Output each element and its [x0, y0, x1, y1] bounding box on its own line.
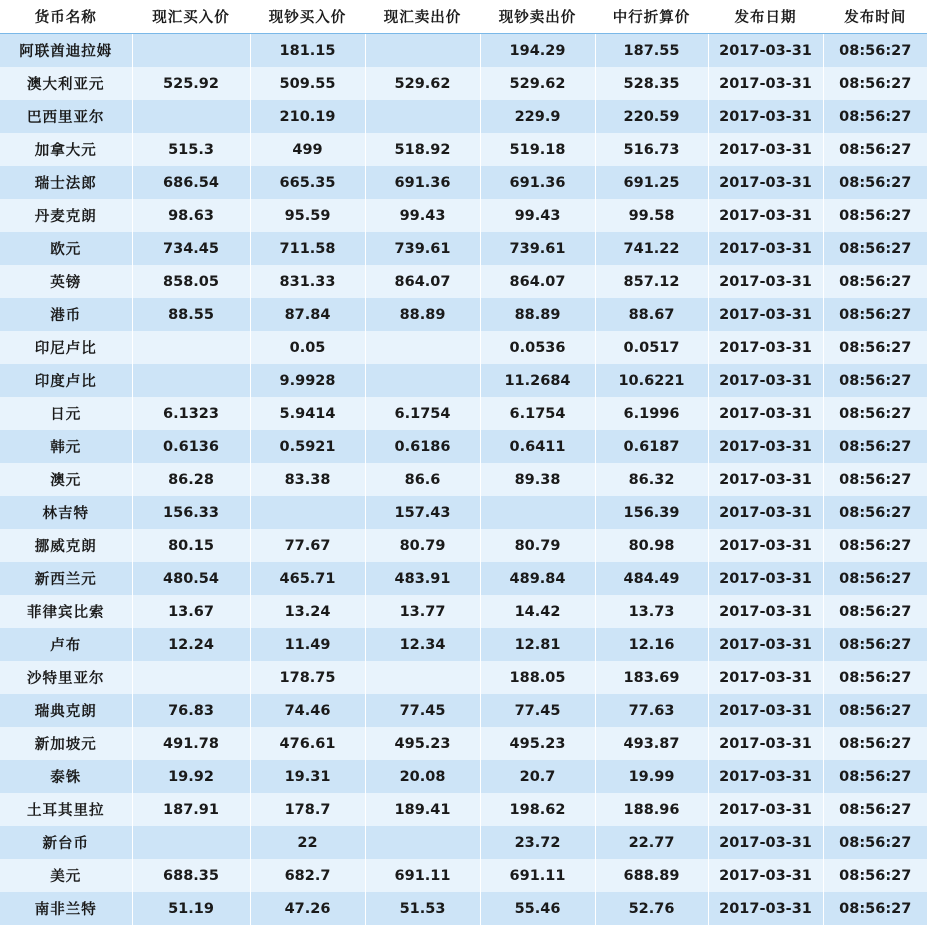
rate-cell: 483.91 [365, 562, 480, 595]
rate-cell [250, 496, 365, 529]
rate-cell: 2017-03-31 [708, 364, 823, 397]
rate-cell: 51.19 [132, 892, 250, 925]
rate-cell: 711.58 [250, 232, 365, 265]
rate-cell: 10.6221 [595, 364, 708, 397]
rate-cell: 08:56:27 [823, 133, 927, 166]
rate-cell: 2017-03-31 [708, 430, 823, 463]
rate-cell: 688.35 [132, 859, 250, 892]
rate-cell: 491.78 [132, 727, 250, 760]
rate-cell: 183.69 [595, 661, 708, 694]
rate-cell: 2017-03-31 [708, 859, 823, 892]
rate-cell: 12.16 [595, 628, 708, 661]
rate-cell: 22.77 [595, 826, 708, 859]
column-header-cash-sell: 现钞卖出价 [480, 0, 595, 34]
currency-name-cell: 阿联酋迪拉姆 [0, 34, 132, 68]
rate-cell: 529.62 [480, 67, 595, 100]
currency-name-cell: 菲律宾比索 [0, 595, 132, 628]
rate-cell [365, 331, 480, 364]
table-body [0, 34, 927, 925]
rate-cell: 2017-03-31 [708, 34, 823, 68]
rate-cell: 688.89 [595, 859, 708, 892]
rate-cell: 88.89 [365, 298, 480, 331]
rate-cell: 2017-03-31 [708, 694, 823, 727]
currency-name-cell: 印度卢比 [0, 364, 132, 397]
rate-cell: 80.79 [480, 529, 595, 562]
table-row [0, 463, 927, 496]
rate-cell: 2017-03-31 [708, 826, 823, 859]
rate-cell: 19.31 [250, 760, 365, 793]
rate-cell: 0.6186 [365, 430, 480, 463]
table-row [0, 364, 927, 397]
rate-cell: 11.2684 [480, 364, 595, 397]
table-row [0, 595, 927, 628]
rate-cell: 08:56:27 [823, 661, 927, 694]
rate-cell: 178.75 [250, 661, 365, 694]
rate-cell: 08:56:27 [823, 892, 927, 925]
rate-cell: 178.7 [250, 793, 365, 826]
rate-cell: 74.46 [250, 694, 365, 727]
rate-cell: 734.45 [132, 232, 250, 265]
currency-name-cell: 英镑 [0, 265, 132, 298]
rate-cell: 13.77 [365, 595, 480, 628]
currency-name-cell: 新台币 [0, 826, 132, 859]
currency-name-cell: 新西兰元 [0, 562, 132, 595]
rate-cell: 08:56:27 [823, 364, 927, 397]
rate-cell: 89.38 [480, 463, 595, 496]
rate-cell: 529.62 [365, 67, 480, 100]
rate-cell: 495.23 [365, 727, 480, 760]
rate-cell: 6.1323 [132, 397, 250, 430]
column-header-spot-buy: 现汇买入价 [132, 0, 250, 34]
rate-cell: 181.15 [250, 34, 365, 68]
rate-cell: 99.43 [365, 199, 480, 232]
rate-cell: 08:56:27 [823, 166, 927, 199]
rate-cell: 08:56:27 [823, 463, 927, 496]
currency-name-cell: 瑞典克朗 [0, 694, 132, 727]
rate-cell: 13.24 [250, 595, 365, 628]
rate-cell: 88.55 [132, 298, 250, 331]
rate-cell: 2017-03-31 [708, 628, 823, 661]
rate-cell: 0.0517 [595, 331, 708, 364]
currency-name-cell: 加拿大元 [0, 133, 132, 166]
rate-cell: 857.12 [595, 265, 708, 298]
rate-cell: 08:56:27 [823, 67, 927, 100]
rate-cell: 08:56:27 [823, 34, 927, 68]
table-row [0, 628, 927, 661]
rate-cell: 08:56:27 [823, 859, 927, 892]
table-row [0, 265, 927, 298]
table-row [0, 199, 927, 232]
rate-cell: 495.23 [480, 727, 595, 760]
rate-cell: 23.72 [480, 826, 595, 859]
currency-name-cell: 澳大利亚元 [0, 67, 132, 100]
rate-cell: 14.42 [480, 595, 595, 628]
rate-cell: 87.84 [250, 298, 365, 331]
rate-cell: 489.84 [480, 562, 595, 595]
rate-cell: 2017-03-31 [708, 100, 823, 133]
column-header-boc-rate: 中行折算价 [595, 0, 708, 34]
rate-cell: 08:56:27 [823, 529, 927, 562]
rate-cell: 12.24 [132, 628, 250, 661]
column-header-publish-date: 发布日期 [708, 0, 823, 34]
rate-cell: 739.61 [365, 232, 480, 265]
currency-name-cell: 日元 [0, 397, 132, 430]
rate-cell: 484.49 [595, 562, 708, 595]
rate-cell: 831.33 [250, 265, 365, 298]
rate-cell: 187.91 [132, 793, 250, 826]
header-row [0, 0, 927, 34]
currency-name-cell: 南非兰特 [0, 892, 132, 925]
table-row [0, 826, 927, 859]
rate-cell: 80.15 [132, 529, 250, 562]
rate-cell: 12.81 [480, 628, 595, 661]
rate-cell: 864.07 [480, 265, 595, 298]
rate-cell: 198.62 [480, 793, 595, 826]
rate-cell: 47.26 [250, 892, 365, 925]
rate-cell: 189.41 [365, 793, 480, 826]
rate-cell: 2017-03-31 [708, 232, 823, 265]
rate-cell: 691.25 [595, 166, 708, 199]
rate-cell: 86.6 [365, 463, 480, 496]
rate-cell: 2017-03-31 [708, 133, 823, 166]
rate-cell: 188.05 [480, 661, 595, 694]
rate-cell: 08:56:27 [823, 199, 927, 232]
currency-name-cell: 美元 [0, 859, 132, 892]
rate-cell: 98.63 [132, 199, 250, 232]
rate-cell: 08:56:27 [823, 232, 927, 265]
rate-cell: 220.59 [595, 100, 708, 133]
rate-cell: 12.34 [365, 628, 480, 661]
currency-name-cell: 澳元 [0, 463, 132, 496]
rate-cell [132, 331, 250, 364]
rate-cell: 51.53 [365, 892, 480, 925]
rate-cell: 2017-03-31 [708, 595, 823, 628]
rate-cell: 77.67 [250, 529, 365, 562]
rate-cell: 0.5921 [250, 430, 365, 463]
rate-cell: 2017-03-31 [708, 265, 823, 298]
rate-cell: 2017-03-31 [708, 760, 823, 793]
table-row [0, 496, 927, 529]
table-row [0, 331, 927, 364]
table-row [0, 661, 927, 694]
currency-name-cell: 欧元 [0, 232, 132, 265]
rate-cell: 864.07 [365, 265, 480, 298]
table-row [0, 694, 927, 727]
rate-cell: 55.46 [480, 892, 595, 925]
rate-cell: 6.1754 [365, 397, 480, 430]
rate-cell: 13.67 [132, 595, 250, 628]
rate-cell: 858.05 [132, 265, 250, 298]
rate-cell: 499 [250, 133, 365, 166]
rate-cell: 08:56:27 [823, 496, 927, 529]
rate-cell: 156.39 [595, 496, 708, 529]
rate-cell [365, 34, 480, 68]
rate-cell: 0.6136 [132, 430, 250, 463]
rate-cell: 52.76 [595, 892, 708, 925]
rate-cell: 08:56:27 [823, 562, 927, 595]
rate-cell: 95.59 [250, 199, 365, 232]
table-row [0, 34, 927, 68]
rate-cell [480, 496, 595, 529]
rate-cell: 13.73 [595, 595, 708, 628]
rate-cell: 0.05 [250, 331, 365, 364]
column-header-spot-sell: 现汇卖出价 [365, 0, 480, 34]
rate-cell [132, 34, 250, 68]
rate-cell: 525.92 [132, 67, 250, 100]
column-header-cash-buy: 现钞买入价 [250, 0, 365, 34]
currency-name-cell: 新加坡元 [0, 727, 132, 760]
rate-cell [132, 100, 250, 133]
currency-name-cell: 土耳其里拉 [0, 793, 132, 826]
rate-cell: 08:56:27 [823, 694, 927, 727]
table-row [0, 430, 927, 463]
rate-cell: 08:56:27 [823, 628, 927, 661]
rate-cell [365, 364, 480, 397]
table-row [0, 232, 927, 265]
rate-cell: 2017-03-31 [708, 397, 823, 430]
rate-cell: 20.7 [480, 760, 595, 793]
rate-cell: 5.9414 [250, 397, 365, 430]
rate-cell: 519.18 [480, 133, 595, 166]
currency-name-cell: 卢布 [0, 628, 132, 661]
rate-cell: 83.38 [250, 463, 365, 496]
rate-cell: 691.36 [480, 166, 595, 199]
rate-cell: 194.29 [480, 34, 595, 68]
rate-cell: 493.87 [595, 727, 708, 760]
rate-cell [132, 826, 250, 859]
rate-cell: 682.7 [250, 859, 365, 892]
currency-name-cell: 印尼卢比 [0, 331, 132, 364]
column-header-currency-name: 货币名称 [0, 0, 132, 34]
rate-cell: 9.9928 [250, 364, 365, 397]
rate-cell: 08:56:27 [823, 760, 927, 793]
table-row [0, 100, 927, 133]
rate-cell: 19.92 [132, 760, 250, 793]
table-row [0, 298, 927, 331]
rate-cell: 77.45 [480, 694, 595, 727]
rate-cell: 2017-03-31 [708, 562, 823, 595]
rate-cell: 739.61 [480, 232, 595, 265]
rate-cell: 2017-03-31 [708, 793, 823, 826]
currency-name-cell: 瑞士法郎 [0, 166, 132, 199]
rate-cell: 86.32 [595, 463, 708, 496]
rate-cell: 518.92 [365, 133, 480, 166]
rate-cell: 99.43 [480, 199, 595, 232]
rate-cell: 515.3 [132, 133, 250, 166]
rate-cell: 20.08 [365, 760, 480, 793]
rate-cell: 2017-03-31 [708, 529, 823, 562]
rate-cell: 156.33 [132, 496, 250, 529]
table-row [0, 892, 927, 925]
rate-cell: 2017-03-31 [708, 331, 823, 364]
table-row [0, 760, 927, 793]
rate-cell: 2017-03-31 [708, 199, 823, 232]
currency-name-cell: 林吉特 [0, 496, 132, 529]
rate-cell: 11.49 [250, 628, 365, 661]
rate-cell: 229.9 [480, 100, 595, 133]
rate-cell: 2017-03-31 [708, 298, 823, 331]
currency-name-cell: 巴西里亚尔 [0, 100, 132, 133]
rate-cell: 2017-03-31 [708, 463, 823, 496]
rate-cell: 08:56:27 [823, 397, 927, 430]
rate-cell: 528.35 [595, 67, 708, 100]
rate-cell [365, 100, 480, 133]
table-row [0, 67, 927, 100]
rate-cell: 665.35 [250, 166, 365, 199]
rate-cell: 08:56:27 [823, 100, 927, 133]
table-header [0, 0, 927, 34]
rate-cell: 741.22 [595, 232, 708, 265]
rate-cell [365, 661, 480, 694]
table-row [0, 397, 927, 430]
currency-name-cell: 丹麦克朗 [0, 199, 132, 232]
rate-cell: 88.89 [480, 298, 595, 331]
rate-cell: 0.0536 [480, 331, 595, 364]
table-row [0, 166, 927, 199]
rate-cell: 0.6187 [595, 430, 708, 463]
column-header-publish-time: 发布时间 [823, 0, 927, 34]
rate-cell: 2017-03-31 [708, 892, 823, 925]
rate-cell: 08:56:27 [823, 430, 927, 463]
table-row [0, 793, 927, 826]
currency-name-cell: 韩元 [0, 430, 132, 463]
rate-cell: 691.11 [480, 859, 595, 892]
rate-cell: 2017-03-31 [708, 727, 823, 760]
rate-cell [365, 826, 480, 859]
rate-cell: 77.63 [595, 694, 708, 727]
rate-cell: 210.19 [250, 100, 365, 133]
rate-cell: 08:56:27 [823, 265, 927, 298]
rate-cell: 6.1996 [595, 397, 708, 430]
currency-name-cell: 泰铢 [0, 760, 132, 793]
table-row [0, 529, 927, 562]
rate-cell: 08:56:27 [823, 298, 927, 331]
rate-cell: 2017-03-31 [708, 67, 823, 100]
rate-cell: 77.45 [365, 694, 480, 727]
currency-name-cell: 沙特里亚尔 [0, 661, 132, 694]
rate-cell: 691.11 [365, 859, 480, 892]
rate-cell: 476.61 [250, 727, 365, 760]
table-row [0, 859, 927, 892]
rate-cell: 76.83 [132, 694, 250, 727]
rate-cell: 99.58 [595, 199, 708, 232]
rate-cell: 2017-03-31 [708, 661, 823, 694]
rate-cell: 80.79 [365, 529, 480, 562]
rate-cell: 08:56:27 [823, 595, 927, 628]
rate-cell [132, 661, 250, 694]
rate-cell: 86.28 [132, 463, 250, 496]
rate-cell: 516.73 [595, 133, 708, 166]
rate-cell: 187.55 [595, 34, 708, 68]
table-row [0, 133, 927, 166]
rate-cell: 88.67 [595, 298, 708, 331]
rate-cell: 509.55 [250, 67, 365, 100]
rate-cell: 19.99 [595, 760, 708, 793]
rate-cell: 691.36 [365, 166, 480, 199]
rate-cell: 08:56:27 [823, 727, 927, 760]
currency-name-cell: 港币 [0, 298, 132, 331]
rate-cell: 2017-03-31 [708, 166, 823, 199]
currency-name-cell: 挪威克朗 [0, 529, 132, 562]
rate-cell: 465.71 [250, 562, 365, 595]
rate-cell: 6.1754 [480, 397, 595, 430]
rate-cell: 08:56:27 [823, 793, 927, 826]
rate-cell: 480.54 [132, 562, 250, 595]
table-row [0, 727, 927, 760]
table-row [0, 562, 927, 595]
rate-cell: 08:56:27 [823, 826, 927, 859]
rate-cell [132, 364, 250, 397]
rate-cell: 188.96 [595, 793, 708, 826]
rate-cell: 22 [250, 826, 365, 859]
rate-cell: 0.6411 [480, 430, 595, 463]
rate-cell: 2017-03-31 [708, 496, 823, 529]
rate-cell: 80.98 [595, 529, 708, 562]
rate-cell: 686.54 [132, 166, 250, 199]
rate-cell: 157.43 [365, 496, 480, 529]
rate-cell: 08:56:27 [823, 331, 927, 364]
